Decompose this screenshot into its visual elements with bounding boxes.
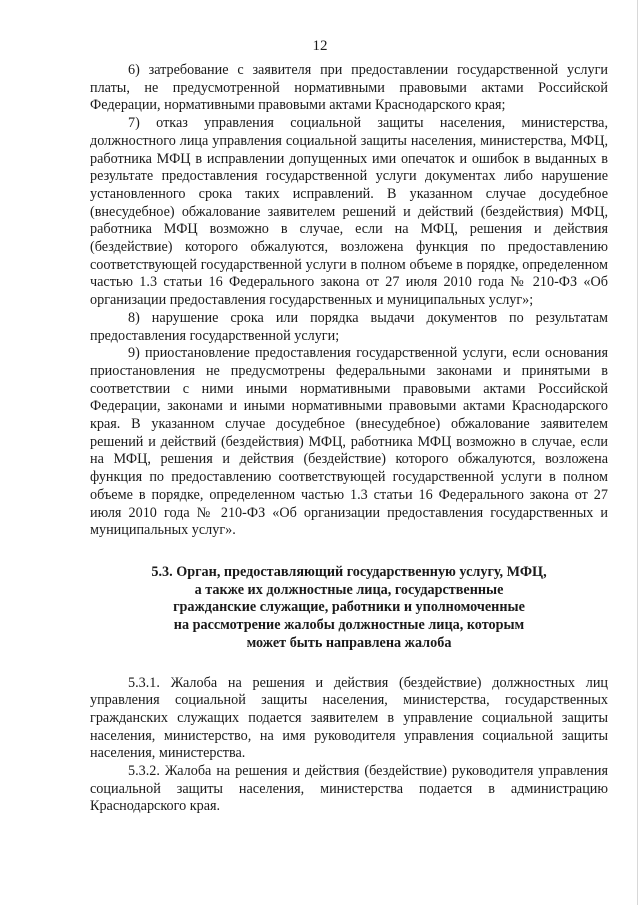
paragraph-item-7: 7) отказ управления социальной защиты населения, министерства, должностного лица управления социальной защиты населения, министерства, МФЦ, работника МФЦ в исправлении допущенных ими опечаток и ошибок в выданных в результате предоставления государственной услуги документах либо нарушение установленного срока таких исправлений. В указанном случае досудебное (внесудебное) обжалование заявителем решений и действий (бездействия) МФЦ, работника МФЦ возможно в случае, если на МФЦ, решения и действия (бездействие) которого обжалуются, возложена функция по предоставлению соответствующей государственной услуги в полном объеме в порядке, определенном частью 1.3 статьи 16 Федерального закона от 27 июля 2010 года № 210-ФЗ «Об организации предоставления государственных и муниципальных услуг»; xyxy=(90,115,608,309)
paragraph-5-3-1: 5.3.1. Жалоба на решения и действия (бездействие) должностных лиц управления социальной защиты населения, министерства, государственных гражданских служащих подается заявителем в управление социальной защиты населения, министерство, на имя руководителя управления социальной защиты населения, министерства. xyxy=(90,674,608,762)
paragraph-item-9: 9) приостановление предоставления государственной услуги, если основания приостановления не предусмотрены федеральными законами и принятыми в соответствии с ними иными нормативными правовыми актами Российской Федерации, законами и иными нормативными правовыми актами Краснодарского края. В указанном случае досудебное (внесудебное) обжалование заявителем решений и действий (бездействия) МФЦ, работника МФЦ возможно в случае, если на МФЦ, решения и действия (бездействие) которого обжалуются, возложена функция по предоставлению соответствующей государственной услуги в полном объеме в порядке, определенном частью 1.3 статьи 16 Федерального закона от 27 июля 2010 года № 210-ФЗ «Об организации предоставления государственных и муниципальных услуг». xyxy=(90,345,608,539)
section-heading-line: а также их должностные лица, государственные xyxy=(194,581,504,598)
section-heading-line: гражданские служащие, работники и уполномоченные xyxy=(173,599,525,616)
section-heading-line: может быть направлена жалоба xyxy=(246,634,452,651)
page-number: 12 xyxy=(312,38,328,54)
section-heading-line: 5.3. Орган, предоставляющий государственную услугу, МФЦ, xyxy=(151,563,547,580)
section-heading-5-3 xyxy=(90,564,608,653)
paragraph-item-8: 8) нарушение срока или порядка выдачи документов по результатам предоставления государственной услуги; xyxy=(90,309,608,344)
section-heading-line: на рассмотрение жалобы должностные лица, которым xyxy=(173,617,525,634)
document-body xyxy=(90,62,608,816)
paragraph-item-6: 6) затребование с заявителя при предоставлении государственной услуги платы, не предусмотренной нормативными правовыми актами Российской Федерации, нормативными правовыми актами Краснодарского края; xyxy=(90,62,608,114)
paragraph-5-3-2: 5.3.2. Жалоба на решения и действия (бездействие) руководителя управления социальной защиты населения, министерства подается в администрацию Краснодарского края. xyxy=(90,763,608,815)
scan-edge-line xyxy=(637,0,638,905)
